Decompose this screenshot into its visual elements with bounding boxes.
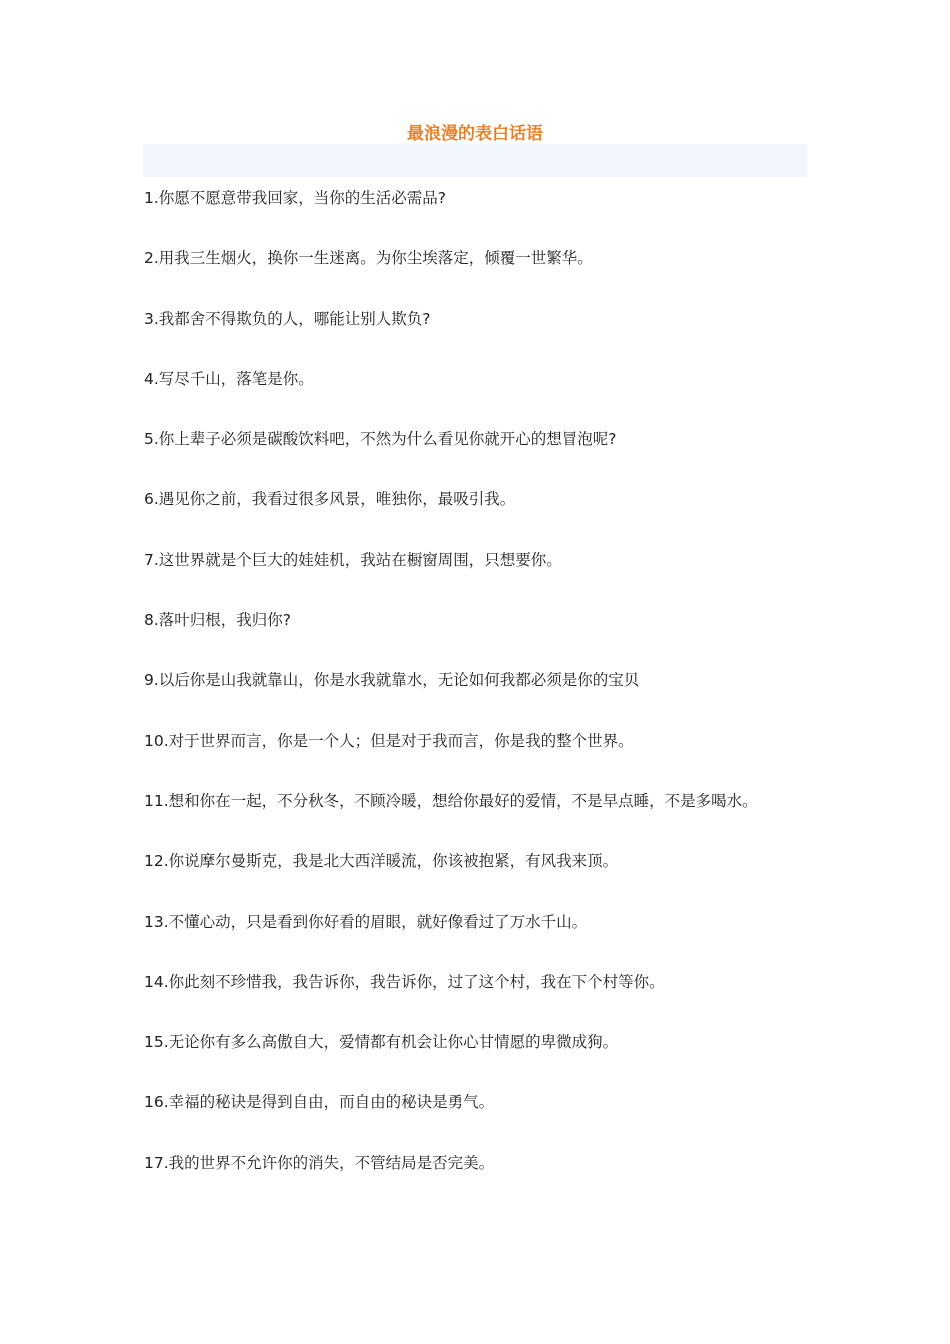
list-item: 7.这世界就是个巨大的娃娃机，我站在橱窗周围，只想要你。 (144, 550, 562, 569)
title-highlight-band (143, 144, 807, 177)
list-item: 3.我都舍不得欺负的人，哪能让别人欺负? (144, 309, 431, 328)
list-item: 8.落叶归根，我归你? (144, 611, 292, 630)
list-item: 5.你上辈子必须是碳酸饮料吧，不然为什么看见你就开心的想冒泡呢? (144, 430, 617, 449)
list-item: 6.遇见你之前，我看过很多风景，唯独你，最吸引我。 (144, 490, 516, 509)
list-item: 10.对于世界而言，你是一个人；但是对于我而言，你是我的整个世界。 (144, 731, 634, 750)
list-item: 12.你说摩尔曼斯克，我是北大西洋暖流，你该被抱紧，有风我来顶。 (144, 852, 619, 871)
list-item: 17.我的世界不允许你的消失，不管结局是否完美。 (144, 1153, 495, 1172)
list-item: 11.想和你在一起，不分秋冬，不顾冷暖，想给你最好的爱情，不是早点睡，不是多喝水。 (144, 791, 758, 810)
list-item: 2.用我三生烟火，换你一生迷离。为你尘埃落定，倾覆一世繁华。 (144, 249, 593, 268)
list-item: 13.不懂心动，只是看到你好看的眉眼，就好像看过了万水千山。 (144, 912, 588, 931)
list-item: 9.以后你是山我就靠山，你是水我就靠水，无论如何我都必须是你的宝贝 (144, 671, 640, 690)
list-item: 14.你此刻不珍惜我，我告诉你，我告诉你，过了这个村，我在下个村等你。 (144, 972, 665, 991)
list-item: 4.写尽千山，落笔是你。 (144, 369, 314, 388)
list-item: 15.无论你有多么高傲自大，爱情都有机会让你心甘情愿的卑微成狗。 (144, 1033, 619, 1052)
list-item: 16.幸福的秘诀是得到自由，而自由的秘诀是勇气。 (144, 1093, 495, 1112)
list-item: 1.你愿不愿意带我回家，当你的生活必需品? (144, 189, 447, 207)
page-title: 最浪漫的表白话语 (407, 124, 543, 144)
love-lines-list (144, 185, 844, 1210)
